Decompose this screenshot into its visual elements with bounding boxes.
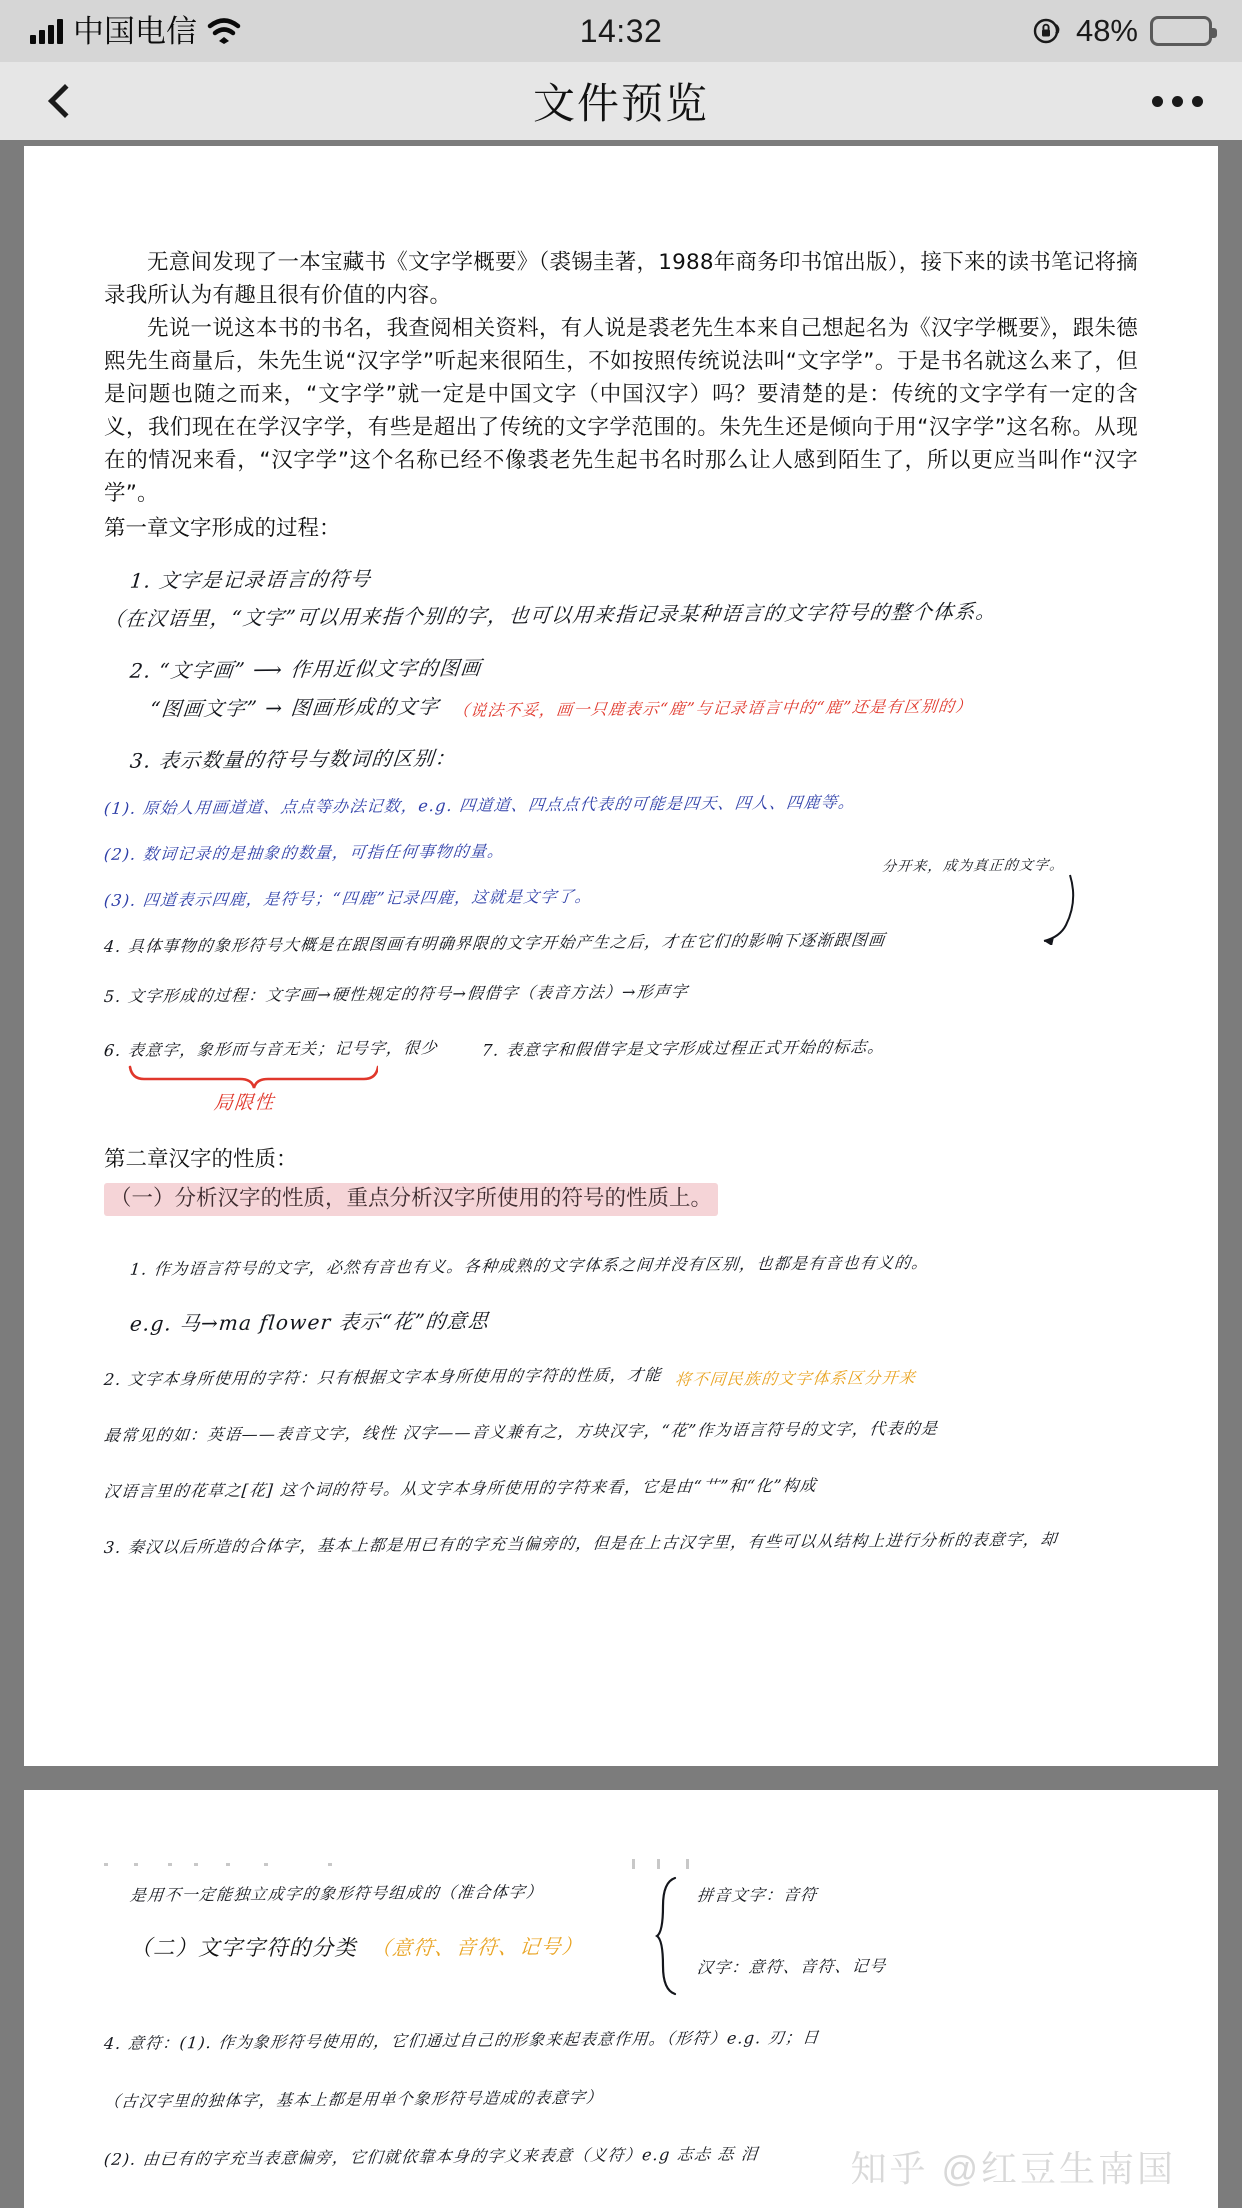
battery-percent-label: 48% xyxy=(1075,13,1138,48)
note-p2-right-1: 拼音文字：音符 xyxy=(696,1884,819,1905)
note-6: 6. 表意字，象形而与音无关；记号字，很少 xyxy=(103,1038,439,1060)
carrier-label: 中国电信 xyxy=(73,13,197,49)
zhihu-watermark: 知乎 @红豆生南国 xyxy=(850,2148,1176,2189)
note-3a: (1). 原始人用画道道、点点等办法记数，e.g. 四道道、四点点代表的可能是四天、四人、四鹿等。 xyxy=(103,792,857,818)
note-c2-3: 最常见的如：英语——表音文字，线性 汉字——音义兼有之，方块汉字，“花”作为语言符号的文字，代表的是 xyxy=(103,1418,940,1445)
chapter-2-heading: 第二章汉字的性质： xyxy=(104,1147,298,1172)
note-p2-right-2: 汉字：意符、音符、记号 xyxy=(696,1956,888,1977)
margin-note-4: 分开来，成为真正的文字。 xyxy=(880,857,1065,875)
intro-paragraph-1: 无意间发现了一本宝藏书《文字学概要》（裘锡圭著，1988年商务印书馆出版），接下来的读书笔记将摘录我所认为有趣且很有价值的内容。 xyxy=(104,250,1138,308)
handwritten-notes-chapter-2 xyxy=(103,1252,1138,1562)
note-c2-1: 1. 作为语言符号的文字，必然有音也有义。各种成熟的文字体系之间并没有区别，也都是有音也有义的。 xyxy=(129,1252,930,1279)
status-bar-right xyxy=(812,13,1212,49)
page-title: 文件预览 xyxy=(532,80,709,127)
note-3c: (3). 四道表示四鹿，是符号；“四鹿”记录四鹿，这就是文字了。 xyxy=(103,886,594,910)
document-page-1 xyxy=(24,146,1218,1766)
more-options-button[interactable] xyxy=(1112,62,1242,140)
scan-artifact-dots xyxy=(104,1858,1138,1870)
handwritten-notes-page-2 xyxy=(104,1876,1138,1996)
status-bar xyxy=(0,0,1242,62)
intro-text-block xyxy=(104,246,1138,510)
note-c2-5: 3. 秦汉以后所造的合体字，基本上都是用已有的字充当偏旁的，但是在上古汉字里，有些可以从结构上进行分析的表意字，却 xyxy=(103,1529,1059,1557)
note-3: 3. 表示数量的符号与数词的区别： xyxy=(128,745,458,773)
ellipsis-icon-dot xyxy=(1152,96,1163,107)
rotation-lock-icon xyxy=(1030,14,1064,48)
chapter-2-highlighted-text: （一）分析汉字的性质，重点分析汉字所使用的符号的性质上。 xyxy=(104,1183,718,1216)
document-page-2 xyxy=(24,1790,1218,2208)
note-4: 4. 具体事物的象形符号大概是在跟图画有明确界限的文字开始产生之后，才在它们的影响下逐渐跟图画 xyxy=(103,930,887,956)
signal-bars-icon xyxy=(30,18,63,44)
note-p2-5: (2). 由已有的字充当表意偏旁，它们就依靠本身的字义来表意（义符）e.g 志忐 忢 泪 xyxy=(103,2144,760,2169)
note-5: 5. 文字形成的过程：文字画→硬性规定的符号→假借字（表音方法）→形声字 xyxy=(103,981,690,1006)
clock-label: 14:32 xyxy=(579,12,663,49)
note-c2-1-example: e.g. 马→ma flower 表示“花”的意思 xyxy=(128,1308,491,1336)
note-2b: “图画文字” → 图画形成的文字 xyxy=(148,694,441,721)
chapter-2-highlight-row xyxy=(104,1182,1138,1216)
document-viewer[interactable] xyxy=(0,140,1242,2208)
note-p2-orange-annotation: （意符、音符、记号） xyxy=(369,1934,585,1960)
note-2: 2. “文字画” ⟶ 作用近似文字的图画 xyxy=(128,655,483,683)
ellipsis-icon-dot xyxy=(1172,96,1183,107)
note-c2-4: 汉语言里的花草之[花] 这个词的符号。从文字本身所使用的字符来看，它是由“艹”和“化”构成 xyxy=(103,1475,818,1501)
chapter-1-heading: 第一章文字形成的过程： xyxy=(104,516,341,541)
status-bar-left xyxy=(30,13,430,49)
note-6-red-label: 局限性 xyxy=(212,1091,276,1114)
note-c2-2: 2. 文字本身所使用的字符：只有根据文字本身所使用的字符的性质，才能 xyxy=(103,1365,663,1389)
note-7: 7. 表意字和假借字是文字形成过程正式开始的标志。 xyxy=(480,1037,886,1060)
wifi-icon xyxy=(207,18,241,44)
battery-icon xyxy=(1150,16,1212,46)
note-1b: （在汉语里，“文字”可以用来指个别的字，也可以用来指记录某种语言的文字符号的整个体系。 xyxy=(102,599,999,631)
red-brace-icon xyxy=(128,1063,378,1089)
note-p2-3: 4. 意符：(1). 作为象形符号使用的，它们通过自己的形象来起表意作用。（形符）e.g. 刃；日 xyxy=(103,2027,821,2053)
status-bar-center xyxy=(430,13,812,50)
intro-paragraph-2: 先说一说这本书的书名，我查阅相关资料，有人说是裘老先生本来自己想起名为《汉字学概要》，跟朱德熙先生商量后，朱先生说“汉字学”听起来很陌生，不如按照传统说法叫“文字学”。于是书名就这么来了，但是问题也随之而来，“文字学”就一定是中国文字（中国汉字）吗？要清楚的是：传统的文字学有一定的含义，我们现在在学汉字学，有些是超出了传统的文字学范围的。朱先生还是倾向于用“汉字学”这名称。从现在的情况来看，“汉字学”这个名称已经不像裘老先生起书名时那么让人感到陌生了，所以更应当叫作“汉字学”。 xyxy=(104,316,1138,506)
note-p2-section-heading: （二）文字字符的分类 xyxy=(130,1936,358,1961)
handwritten-notes-chapter-1 xyxy=(102,566,1138,1114)
navigation-bar xyxy=(0,62,1242,140)
note-1: 1. 文字是记录语言的符号 xyxy=(128,566,373,593)
back-button[interactable] xyxy=(0,62,130,140)
note-p2-4: （古汉字里的独体字，基本上都是用单个象形符号造成的表意字） xyxy=(103,2087,605,2111)
note-p2-1: 是用不一定能独立成字的象形符号组成的（准合体字） xyxy=(129,1882,545,1905)
black-brace-icon xyxy=(653,1876,683,1996)
chevron-left-icon xyxy=(48,84,82,118)
note-2-red-annotation: （说法不妥，画一只鹿表示“鹿”与记录语言中的“鹿”还是有区别的） xyxy=(452,696,974,720)
note-c2-2-orange-annotation: 将不同民族的文字体系区分开来 xyxy=(674,1367,918,1389)
note-3b: (2). 数词记录的是抽象的数量，可指任何事物的量。 xyxy=(103,841,506,864)
ellipsis-icon-dot xyxy=(1192,96,1203,107)
